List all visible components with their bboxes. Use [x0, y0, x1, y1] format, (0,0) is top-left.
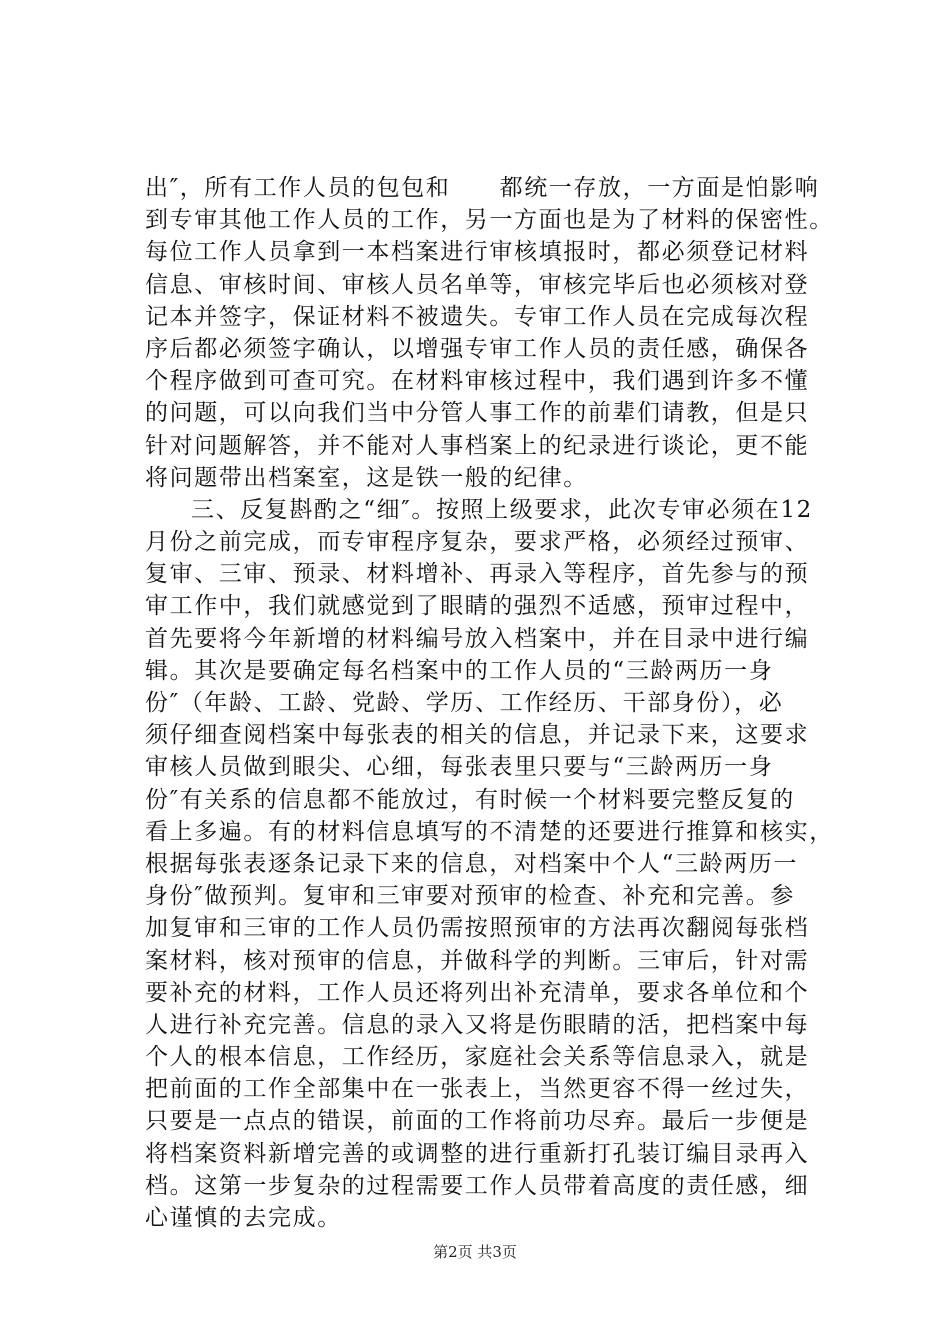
- text-line: 针对问题解答，并不能对人事档案上的纪录进行谈论，更不能: [145, 432, 810, 459]
- text-line: 根据每张表逐条记录下来的信息，对档案中个人“三龄两历一: [145, 850, 798, 877]
- text-line: 心谨慎的去完成。: [145, 1205, 342, 1231]
- text-line: 人进行补充完善。信息的录入又将是伤眼睛的活，把档案中每: [145, 1011, 810, 1038]
- text-line: 要补充的材料，工作人员还将列出补充清单，要求各单位和个: [145, 979, 810, 1006]
- text-line: 信息、审核时间、审核人员名单等，审核完毕后也必须核对登: [145, 271, 810, 298]
- text-line: 加复审和三审的工作人员仍需按照预审的方法再次翻阅每张档: [145, 915, 810, 942]
- text-line: 身份″做预判。复审和三审要对预审的检查、补充和完善。参: [145, 883, 795, 910]
- text-line: 个人的根本信息，工作经历，家庭社会关系等信息录入，就是: [145, 1044, 810, 1071]
- text-line: 月份之前完成，而专审程序复杂，要求严格，必须经过预审、: [145, 529, 810, 556]
- page-footer: [0, 1241, 950, 1262]
- text-line: 案材料，核对预审的信息，并做科学的判断。三审后，针对需: [145, 947, 810, 974]
- text-line: 把前面的工作全部集中在一张表上，当然更容不得一丝过失，: [145, 1076, 810, 1103]
- text-line: 每位工作人员拿到一本档案进行审核填报时，都必须登记材料: [145, 239, 810, 266]
- text-line: 首先要将今年新增的材料编号放入档案中，并在目录中进行编: [145, 625, 810, 652]
- body-text: [145, 172, 835, 1234]
- text-line: 须仔细查阅档案中每张表的相关的信息，并记录下来，这要求: [145, 722, 810, 749]
- page-number-label: 第2页 共3页: [433, 1243, 517, 1261]
- text-line: 档。这第一步复杂的过程需要工作人员带着高度的责任感，细: [145, 1172, 810, 1199]
- text-line: 份″（年龄、工龄、党龄、学历、工作经历、干部身份），必: [145, 690, 784, 716]
- text-line: 审核人员做到眼尖、心细，每张表里只要与“三龄两历一身: [145, 754, 774, 781]
- text-line: 记本并签字，保证材料不被遗失。专审工作人员在完成每次程: [145, 303, 810, 330]
- section-heading-line: 三、反复斟酌之“细″。按照上级要求，此次专审必须在12: [191, 496, 813, 523]
- text-line: 将档案资料新增完善的或调整的进行重新打孔装订编目录再入: [145, 1140, 810, 1167]
- text-line: 复审、三审、预录、材料增补、再录入等程序，首先参与的预: [145, 561, 810, 588]
- text-line: 将问题带出档案室，这是铁一般的纪律。: [145, 464, 588, 491]
- text-line: 出″，所有工作人员的包包和 都统一存放，一方面是怕影响: [145, 175, 820, 201]
- text-line: 的问题，可以向我们当中分管人事工作的前辈们请教，但是只: [145, 400, 810, 427]
- text-line: 个程序做到可查可究。在材料审核过程中，我们遇到许多不懂: [145, 368, 810, 395]
- text-line: 看上多遍。有的材料信息填写的不清楚的还要进行推算和核实，: [145, 818, 834, 845]
- text-line: 审工作中，我们就感觉到了眼睛的强烈不适感，预审过程中，: [145, 593, 810, 620]
- text-line: 份″有关系的信息都不能放过，有时候一个材料要完整反复的: [145, 786, 795, 813]
- text-line: 辑。其次是要确定每名档案中的工作人员的“三龄两历一身: [145, 657, 774, 684]
- text-line: 序后都必须签字确认，以增强专审工作人员的责任感，确保各: [145, 335, 810, 362]
- text-line: 只要是一点点的错误，前面的工作将前功尽弃。最后一步便是: [145, 1108, 810, 1135]
- text-line: 到专审其他工作人员的工作，另一方面也是为了材料的保密性。: [145, 207, 834, 234]
